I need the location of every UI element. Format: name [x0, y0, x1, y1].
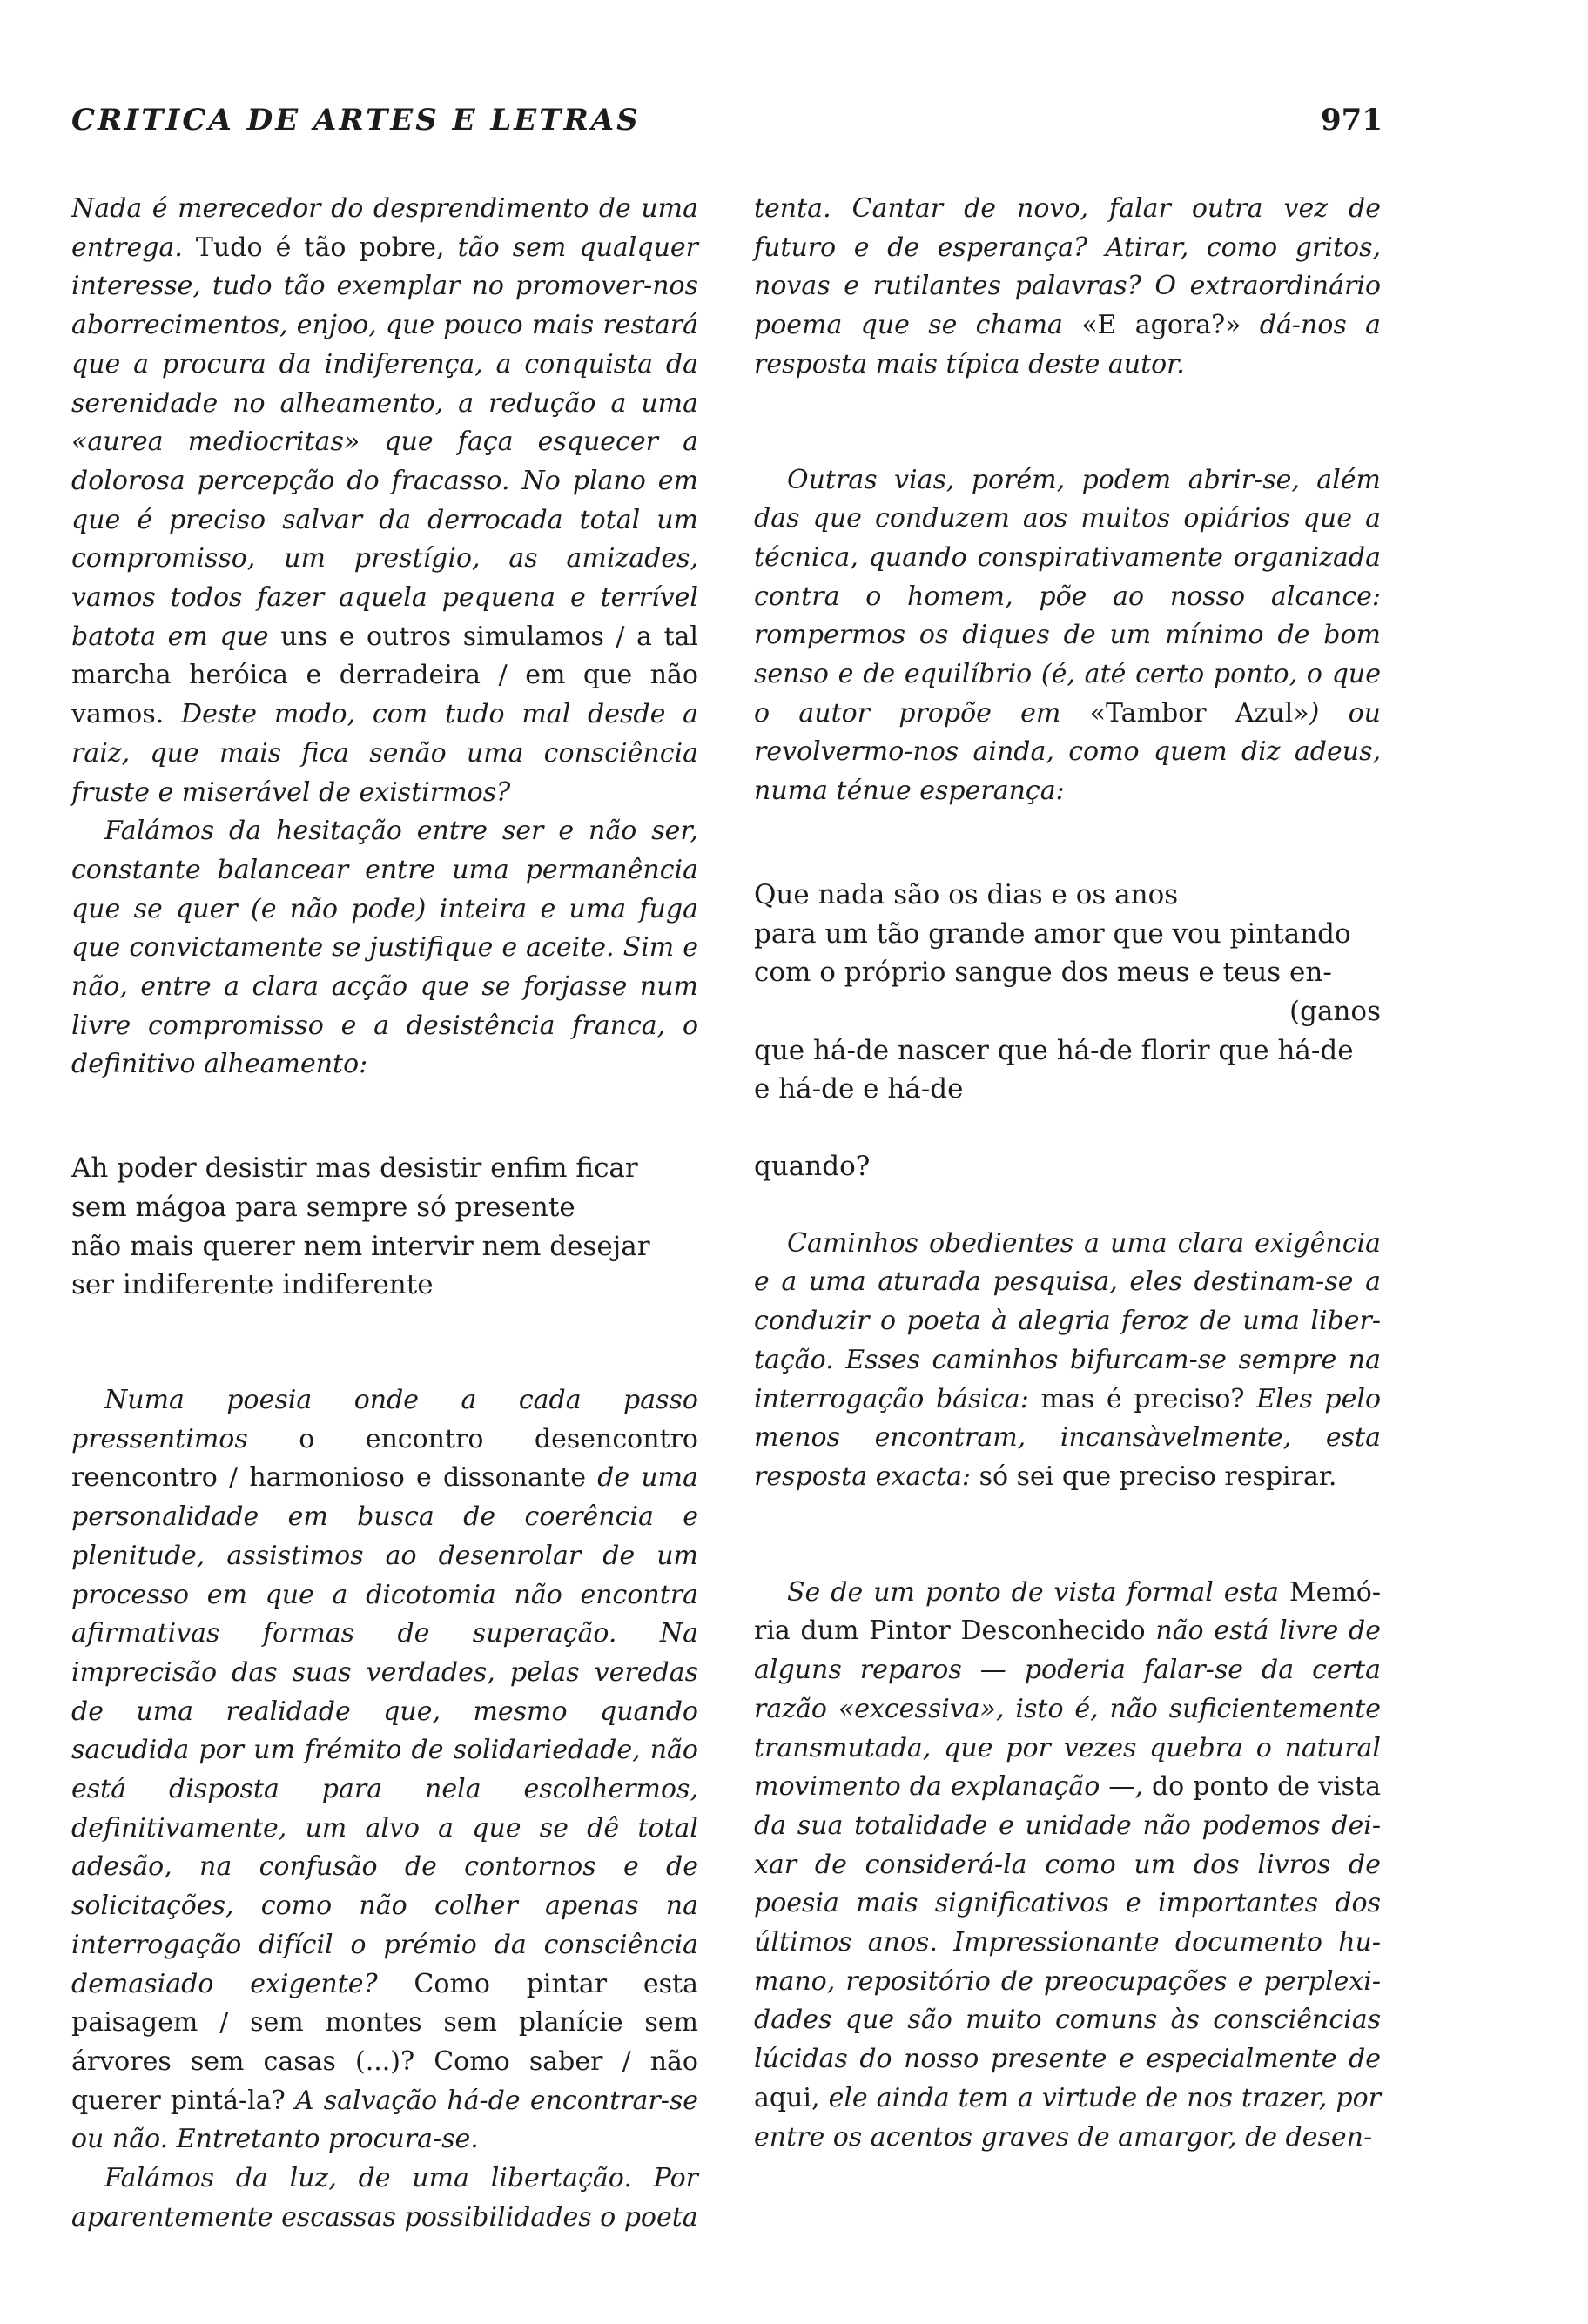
paragraph — [71, 2159, 698, 2237]
text-run: aqui, — [754, 2082, 829, 2113]
text-run: «E agora?» — [1081, 310, 1260, 341]
verse-quote — [754, 876, 1381, 1186]
text-run: Falámos da hesitação entre ser e não ser, constante balancear entre uma permanência que se quer (e não pode) inteira e uma fuga que convictamente se justifique e aceite. Sim e não, entre a clara acção que se forjasse num livre compromisso e a desistência franca, o definitivo alheamento: — [71, 816, 698, 1080]
verse-line: quando? — [754, 1151, 871, 1183]
verse-line: e há-de e há-de — [754, 1073, 964, 1105]
text-run: de uma personalidade em busca de coerência e plenitude, assistimos ao desenrolar de um processo em que a dicotomia não encontra afirmativas formas de superação. Na imprecisão das suas verdades, pelas veredas de uma realidade que, mesmo quando sacudida por um frémito de solidariedade, não está disposta para nela escolhermos, definitivamente, um alvo a que se dê total adesão, na confusão de contornos e de solicitações, como não colher apenas na interrogação difícil o prémio da consciência demasiado exigente? — [71, 1462, 698, 1999]
running-head: CRITICA DE ARTES E LETRAS — [71, 103, 641, 138]
verse-line: ser indiferente indiferente — [71, 1269, 434, 1301]
text-run: não está livre de alguns reparos — poderia falar-se da certa razão «excessiva», isto é, não suficientemente transmutada, que por vezes quebra o natural movimento da explanação —, — [754, 1615, 1381, 1803]
page-header — [71, 103, 1383, 155]
paragraph — [71, 190, 698, 812]
text-run: do ponto de vista — [1151, 1771, 1381, 1803]
text-run: uns e outros simulamos / a tal marcha heróica e derradeira / em que não vamos. — [71, 621, 698, 730]
verse-quote — [71, 1149, 698, 1305]
paragraph — [754, 190, 1381, 385]
text-run: Nada é merecedor do desprendimento de uma entrega. — [71, 193, 698, 263]
text-run: mas é preciso? — [1040, 1383, 1257, 1414]
left-column — [71, 190, 698, 2237]
text-run: Se de um ponto de vista formal esta — [787, 1576, 1289, 1608]
verse-line: com o próprio sangue dos meus e teus en- — [754, 957, 1332, 989]
verse-line: (ganos — [1289, 995, 1381, 1027]
verse-line: Ah poder desistir mas desistir enfim ficar — [71, 1152, 638, 1185]
verse-line: sem mágoa para sempre só presente — [71, 1191, 575, 1223]
verse-line: para um tão grande amor que vou pintando — [754, 917, 1351, 950]
text-run: tão sem qualquer interesse, tudo tão exemplar no promover-nos aborrecimentos, enjoo, que pouco mais restará que a procura da indiferença, a conquista da serenidade no alheamento, a redução a uma «aurea mediocritas» que faça esquecer a dolorosa percepção do fracasso. No plano em que é preciso salvar da derrocada total um compromisso, um prestígio, as amizades, vamos todos fazer aquela pequena e terrível batota em que — [71, 232, 698, 652]
text-run: tenta. Cantar de novo, falar outra vez de futuro e de esperança? Atirar, como gritos, novas e rutilantes palavras? O extraordinário poema que se chama — [754, 193, 1381, 341]
text-run: Como pintar esta paisagem / sem montes sem planície sem árvores sem casas (...)? Como saber / não querer pintá-la? — [71, 1968, 698, 2116]
paragraph — [71, 812, 698, 1085]
text-run: Memória dum Pintor Desconhecido — [754, 1576, 1381, 1647]
verse-line: não mais querer nem intervir nem desejar — [71, 1230, 650, 1262]
text-run: Deste modo, com tudo mal desde a raiz, que mais fica senão uma consciência fruste e miserável de existirmos? — [71, 699, 699, 808]
paragraph — [71, 1381, 698, 2159]
text-run: Numa poesia onde a cada passo pressentimos — [71, 1384, 698, 1454]
text-run: «Tambor Azul» — [1089, 697, 1309, 729]
page-number: 971 — [1321, 103, 1383, 138]
paragraph — [754, 461, 1381, 811]
text-run: só sei que preciso respirar. — [979, 1461, 1337, 1492]
verse-line: Que nada são os dias e os anos — [754, 878, 1179, 910]
text-run: o encontro desencontro reencontro / harmonioso e dissonante — [71, 1423, 698, 1494]
text-run: da sua totalidade e unidade não podemos deixar de considerá-la como um dos livros de poesia mais significativos e importantes dos últimos anos. Impressionante documento humano, repositório de preocupações e perplexidades que são muito comuns às consciências lúcidas do nosso presente e especialmente de — [754, 1810, 1381, 2075]
text-run: Outras vias, porém, podem abrir-se, além das que conduzem aos muitos opiários que a técnica, quando conspirativamente organizada contra o homem, põe ao nosso alcance: rompermos os diques de um mínimo de bom senso e de equilíbrio (é, até certo ponto, o que o autor propõe em — [754, 464, 1381, 729]
text-run: ele ainda tem a virtude de nos trazer, por entre os acentos graves de amargor, de desen- — [754, 2082, 1381, 2153]
paragraph — [754, 1574, 1381, 2158]
text-run: Tudo é tão pobre, — [195, 232, 458, 263]
paragraph — [754, 1225, 1381, 1497]
text-run: Eles pelo menos encontram, incansàvelmente, esta resposta exacta: — [754, 1383, 1382, 1492]
text-run: Caminhos obedientes a uma clara exigência e a uma aturada pesquisa, eles destinam-se a conduzir o poeta à alegria feroz de uma libertação. Esses caminhos bifurcam-se sempre na interrogação básica: — [754, 1227, 1381, 1414]
verse-line: que há-de nascer que há-de florir que há-de — [754, 1034, 1354, 1066]
text-run: dá-nos a resposta mais típica deste autor. — [754, 310, 1381, 379]
text-run: ) ou revolvermo-nos ainda, como quem diz adeus, numa ténue esperança: — [754, 697, 1381, 807]
text-run: Falámos da luz, de uma libertação. Por aparentemente escassas possibilidades o poeta — [71, 2163, 698, 2233]
right-column — [754, 190, 1381, 2157]
text-run: A salvação há-de encontrar-se ou não. Entretanto procura-se. — [71, 2085, 698, 2155]
